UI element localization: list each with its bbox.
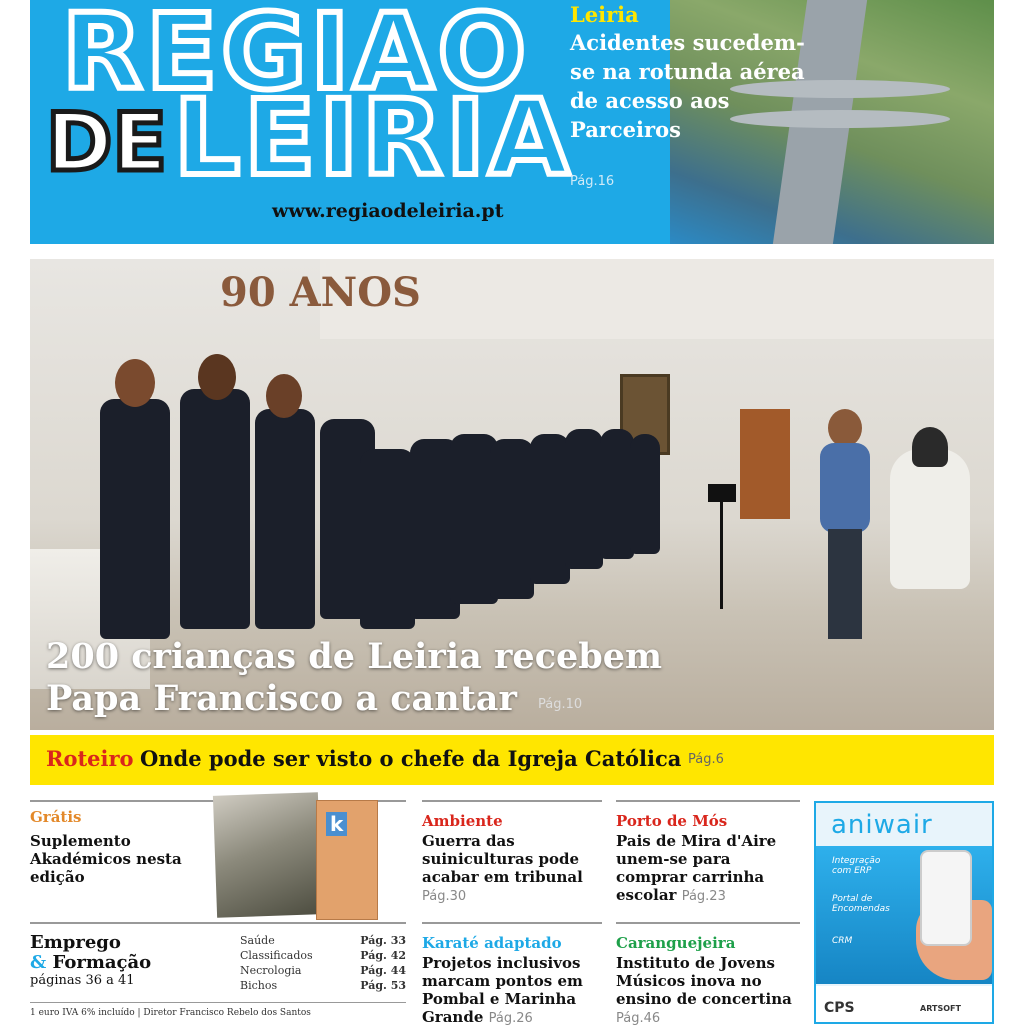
index-item-classificados[interactable]: Classificados Pág. 42 (240, 949, 406, 962)
headline-title[interactable]: Acidentes sucedem-se na rotunda aérea de acesso aos Parceiros (570, 30, 805, 142)
magazine-logo: k (326, 812, 347, 836)
gratis-kicker: Grátis (30, 808, 82, 826)
caranguejeira-title[interactable]: Instituto de Jovens Músicos inova no ensino de concertina Pág.46 (616, 954, 792, 1026)
footer-credits: 1 euro IVA 6% incluído | Diretor Francisco Rebelo dos Santos (30, 1008, 311, 1018)
phone-image (920, 850, 972, 946)
emprego-pages: páginas 36 a 41 (30, 973, 135, 988)
main-story-page: Pág.10 (538, 697, 583, 712)
index-item-bichos[interactable]: Bichos Pág. 53 (240, 979, 406, 992)
ad-item-crm: CRM (832, 936, 853, 946)
magazine-photo (213, 792, 322, 918)
porto-mos-kicker: Porto de Mós (616, 812, 728, 830)
roteiro-title[interactable]: Onde pode ser visto o chefe da Igreja Católica (140, 746, 682, 771)
index-item-saude[interactable]: Saúde Pág. 33 (240, 934, 406, 947)
logo-de: DE (46, 96, 168, 189)
guitarist (820, 409, 870, 639)
ambiente-kicker: Ambiente (422, 812, 503, 830)
ceiling (320, 259, 994, 339)
website-url[interactable]: www.regiaodeleiria.pt (272, 200, 504, 222)
caranguejeira-kicker: Caranguejeira (616, 934, 736, 952)
karate-title[interactable]: Projetos inclusivos marcam pontos em Pombal e Marinha Grande Pág.26 (422, 954, 583, 1026)
main-story-title-line1: 200 crianças de Leiria recebem (46, 636, 663, 677)
gratis-title[interactable]: Suplemento Akadémicos nesta edição (30, 832, 182, 886)
ad-item-portal: Portal de Encomendas (832, 894, 890, 914)
ampersand: & (30, 952, 47, 973)
cps-logo: CPS (824, 1000, 855, 1016)
ad-item-erp: Integração com ERP (832, 856, 881, 876)
formacao-title[interactable] (30, 952, 151, 973)
door (740, 409, 790, 519)
karate-kicker: Karaté adaptado (422, 934, 562, 952)
logo-leiria: LEIRIA (174, 77, 574, 199)
formacao-label: Formação (52, 952, 152, 973)
aniwair-logo: aniwair (831, 810, 933, 840)
nun (890, 449, 970, 589)
emprego-title[interactable]: Emprego (30, 932, 121, 953)
headline-page: Pág.16 (570, 174, 615, 189)
ambiente-title[interactable]: Guerra das suiniculturas pode acabar em tribunal Pág.30 (422, 832, 583, 904)
roteiro-page: Pág.6 (688, 752, 724, 767)
artsoft-logo: ARTSOFT (920, 1004, 961, 1013)
roteiro-kicker: Roteiro (46, 746, 134, 771)
porto-mos-title[interactable]: Pais de Mira d'Aire unem-se para comprar carrinha escolar Pág.23 (616, 832, 777, 904)
headline-kicker: Leiria (570, 2, 639, 27)
main-story-title-line2: Papa Francisco a cantar (46, 678, 517, 719)
index-item-necrologia[interactable]: Necrologia Pág. 44 (240, 964, 406, 977)
logo-regiao: REGIAO (62, 0, 531, 113)
wall-anniversary-text: 90 ANOS (220, 269, 421, 316)
